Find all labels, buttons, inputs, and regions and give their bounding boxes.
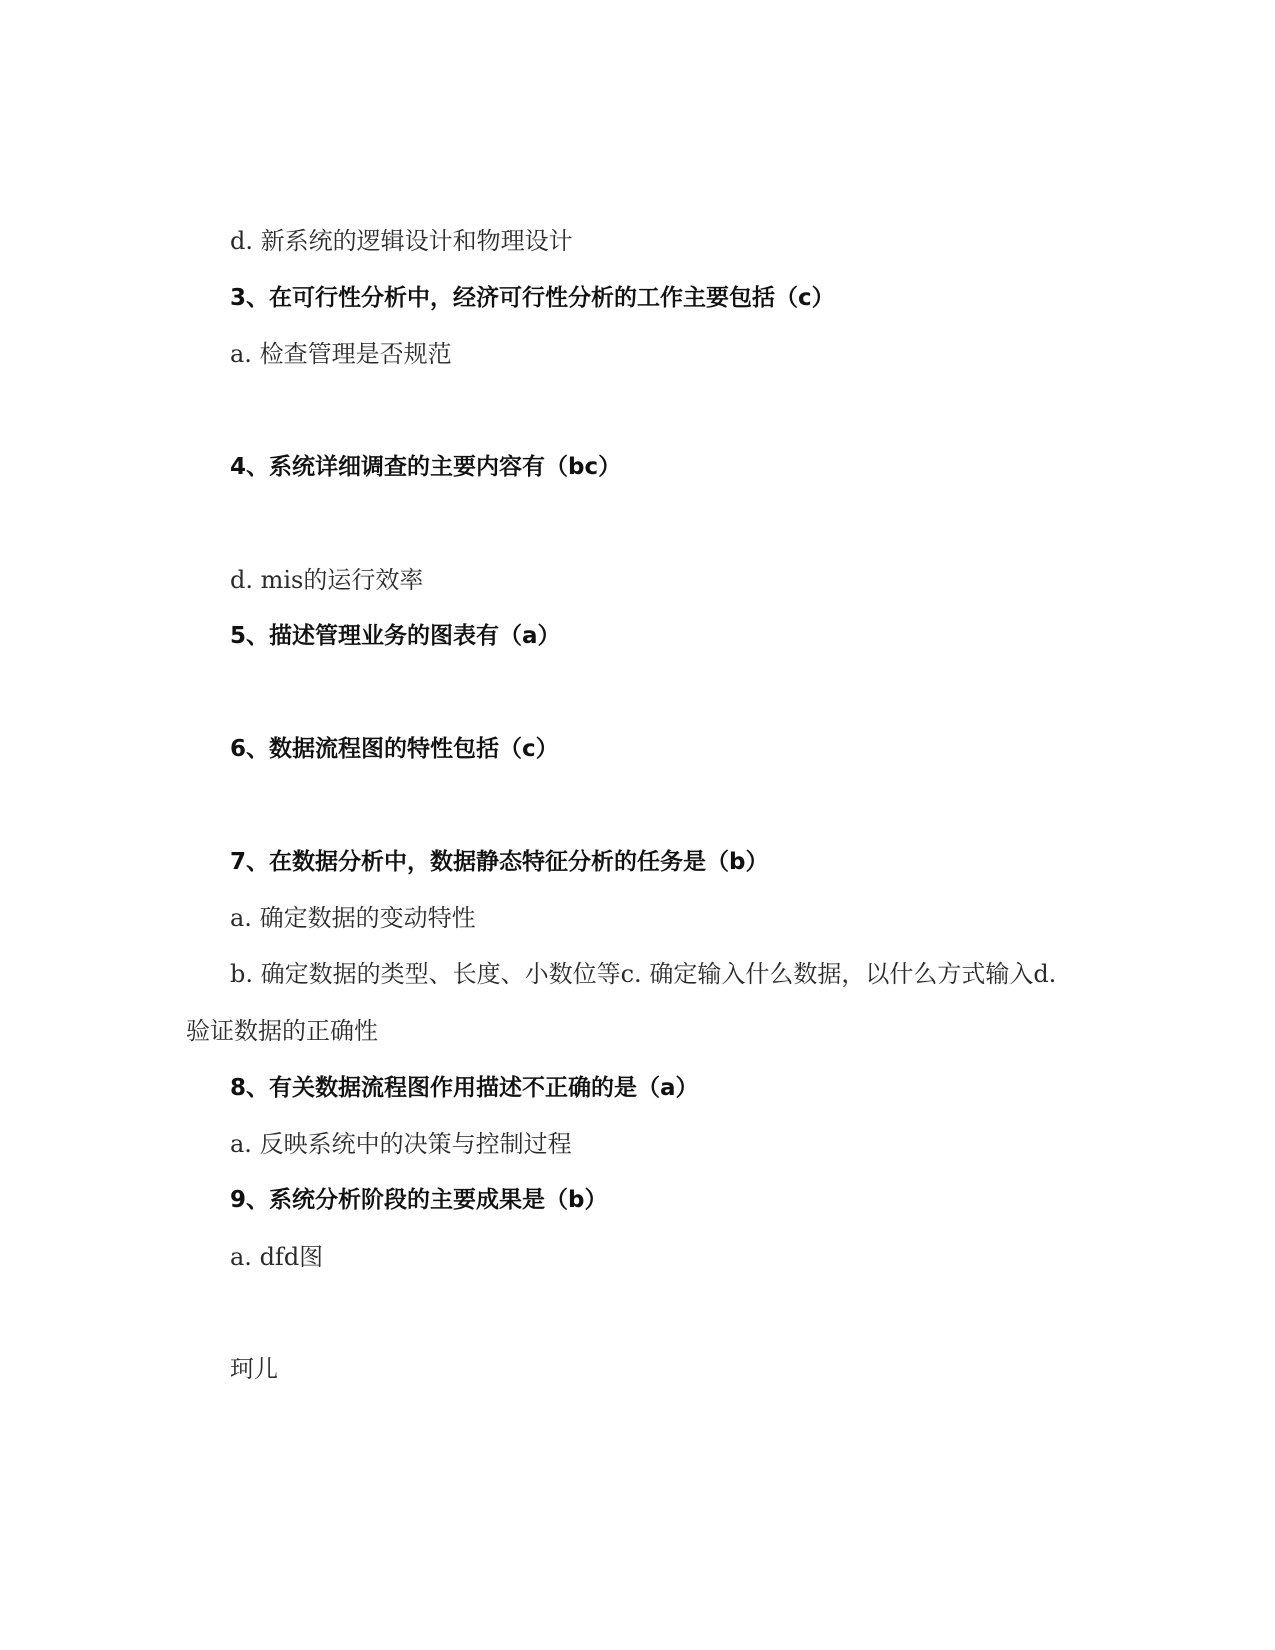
question-7: 7、在数据分析中，数据静态特征分析的任务是（b） — [230, 849, 769, 875]
question-9: 9、系统分析阶段的主要成果是（b） — [230, 1187, 608, 1213]
option-7bcd: b. 确定数据的类型、长度、小数位等c. 确定输入什么数据，以什么方式输入d. — [230, 960, 1057, 988]
option-4d: d. mis的运行效率 — [230, 566, 424, 594]
signature-text: 珂儿 — [230, 1355, 278, 1383]
option-2d: d. 新系统的逻辑设计和物理设计 — [230, 227, 573, 255]
option-7d-continuation: 验证数据的正确性 — [186, 1017, 378, 1045]
option-7a: a. 确定数据的变动特性 — [230, 904, 476, 932]
option-9a: a. dfd图 — [230, 1243, 324, 1271]
question-3: 3、在可行性分析中，经济可行性分析的工作主要包括（c） — [230, 285, 835, 311]
question-4: 4、系统详细调查的主要内容有（bc） — [230, 454, 622, 480]
question-5: 5、描述管理业务的图表有（a） — [230, 623, 561, 649]
question-6: 6、数据流程图的特性包括（c） — [230, 736, 559, 762]
question-8: 8、有关数据流程图作用描述不正确的是（a） — [230, 1075, 699, 1101]
option-8a: a. 反映系统中的决策与控制过程 — [230, 1130, 572, 1158]
option-3a: a. 检查管理是否规范 — [230, 340, 452, 368]
